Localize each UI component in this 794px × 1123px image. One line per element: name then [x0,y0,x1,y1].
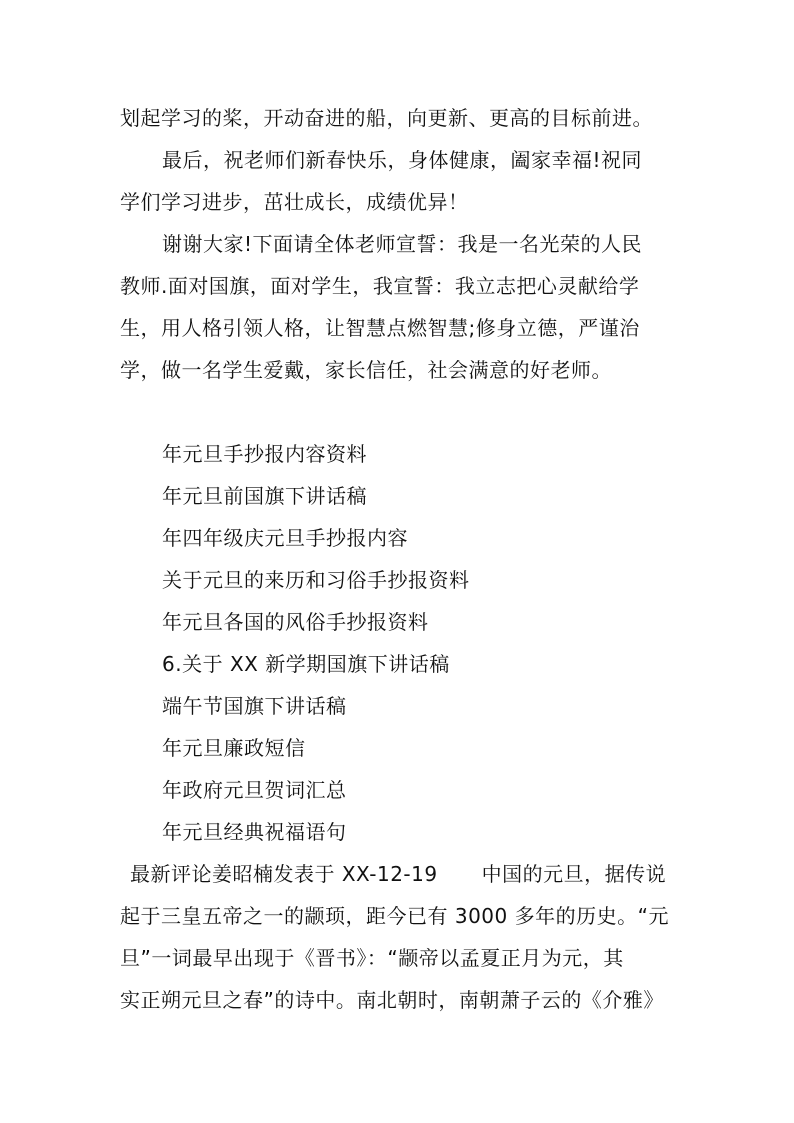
paragraph-line: 教师.面对国旗，面对学生，我宣誓：我立志把心灵献给学 [120,274,640,298]
comment-text: 中国的元旦，据传说 [481,862,667,886]
paragraph-line: 生，用人格引领人格，让智慧点燃智慧;修身立德，严谨治 [120,316,640,340]
comment-line: 实正朔元旦之春”的诗中。南北朝时，南朝萧子云的《介雅》 [120,988,664,1012]
paragraph-line: 最后，祝老师们新春快乐，身体健康，阖家幸福!祝同 [162,148,643,172]
related-article-link[interactable]: 年元旦前国旗下讲话稿 [162,484,367,508]
related-article-link[interactable]: 端午节国旗下讲话稿 [162,694,347,718]
comment-meta: 最新评论姜昭楠发表于 XX-12-19 [130,862,438,886]
paragraph-line: 学，做一名学生爱戴，家长信任，社会满意的好老师。 [120,358,612,382]
comment-line: 起于三皇五帝之一的颛顼，距今已有 3000 多年的历史。“元 [120,904,669,928]
related-article-link[interactable]: 6.关于 XX 新学期国旗下讲话稿 [162,652,450,676]
paragraph-line: 学们学习进步，茁壮成长，成绩优异！ [120,190,469,214]
related-article-link[interactable]: 年元旦廉政短信 [162,736,306,760]
comment-line: 旦”一词最早出现于《晋书》：“颛帝以孟夏正月为元，其 [120,946,624,970]
paragraph-line: 谢谢大家!下面请全体老师宣誓：我是一名光荣的人民 [162,232,643,256]
related-article-link[interactable]: 年政府元旦贺词汇总 [162,778,347,802]
related-article-link[interactable]: 年元旦经典祝福语句 [162,820,347,844]
comment-first-line [130,862,666,886]
related-article-link[interactable]: 年四年级庆元旦手抄报内容 [162,526,408,550]
related-article-link[interactable]: 关于元旦的来历和习俗手抄报资料 [162,568,470,592]
paragraph-line: 划起学习的桨，开动奋进的船，向更新、更高的目标前进。 [120,106,653,130]
related-article-link[interactable]: 年元旦手抄报内容资料 [162,442,367,466]
related-article-link[interactable]: 年元旦各国的风俗手抄报资料 [162,610,429,634]
